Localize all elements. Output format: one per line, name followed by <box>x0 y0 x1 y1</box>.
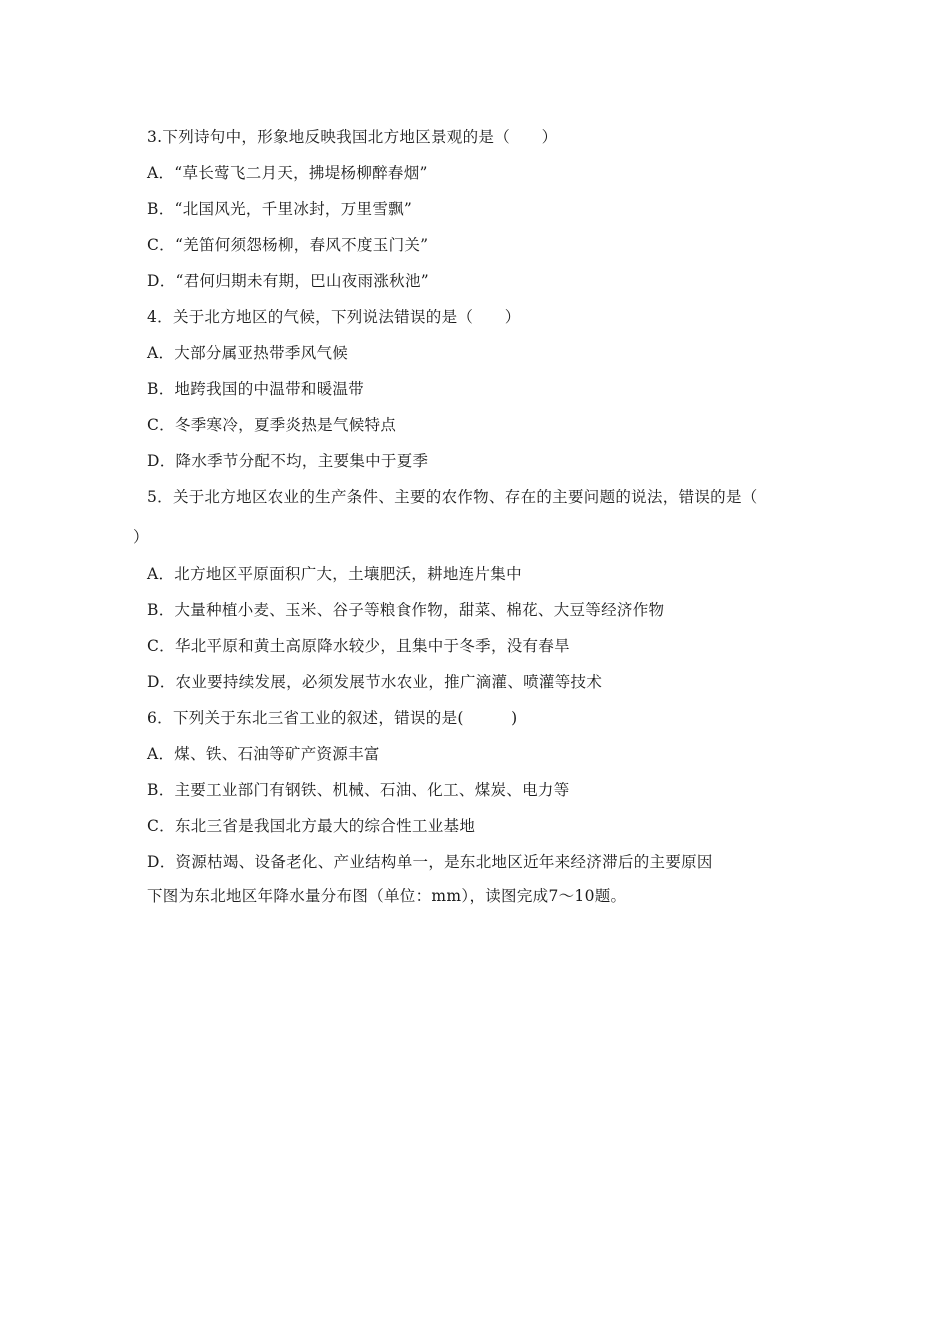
question-6-option-c: C．东北三省是我国北方最大的综合性工业基地 <box>147 817 476 835</box>
question-4-option-a: A．大部分属亚热带季风气候 <box>147 344 349 362</box>
question-4-stem: 4．关于北方地区的气候，下列说法错误的是（ ） <box>147 308 521 326</box>
question-5-stem-continued: ） <box>133 528 149 546</box>
question-6-option-d: D．资源枯竭、设备老化、产业结构单一，是东北地区近年来经济滞后的主要原因 <box>147 853 713 871</box>
question-3-option-a: A．“草长莺飞二月天，拂堤杨柳醉春烟” <box>147 164 428 182</box>
question-4-option-c: C．冬季寒冷，夏季炎热是气候特点 <box>147 416 397 434</box>
question-6-option-b: B．主要工业部门有钢铁、机械、石油、化工、煤炭、电力等 <box>147 781 570 799</box>
question-3-option-d: D．“君何归期未有期，巴山夜雨涨秋池” <box>147 272 429 290</box>
question-3-option-b: B．“北国风光，千里冰封，万里雪飘” <box>147 200 413 218</box>
question-5-option-c: C．华北平原和黄土高原降水较少，且集中于冬季，没有春旱 <box>147 637 570 655</box>
question-6-stem: 6．下列关于东北三省工业的叙述，错误的是( ) <box>147 709 518 727</box>
map-question-intro: 下图为东北地区年降水量分布图（单位：mm），读图完成7～10题。 <box>147 887 627 905</box>
question-4-option-b: B．地跨我国的中温带和暖温带 <box>147 380 365 398</box>
question-3-option-c: C．“羌笛何须怨杨柳，春风不度玉门关” <box>147 236 429 254</box>
question-5-option-b: B．大量种植小麦、玉米、谷子等粮食作物，甜菜、棉花、大豆等经济作物 <box>147 601 665 619</box>
question-5-option-a: A．北方地区平原面积广大，土壤肥沃，耕地连片集中 <box>147 565 522 583</box>
question-5-stem: 5．关于北方地区农业的生产条件、主要的农作物、存在的主要问题的说法，错误的是（ <box>147 488 758 506</box>
question-5-option-d: D．农业要持续发展，必须发展节水农业，推广滴灌、喷灌等技术 <box>147 673 603 691</box>
question-3-stem: 3.下列诗句中，形象地反映我国北方地区景观的是（ ） <box>147 128 558 146</box>
question-6-option-a: A．煤、铁、石油等矿产资源丰富 <box>147 745 380 763</box>
question-4-option-d: D．降水季节分配不均，主要集中于夏季 <box>147 452 429 470</box>
